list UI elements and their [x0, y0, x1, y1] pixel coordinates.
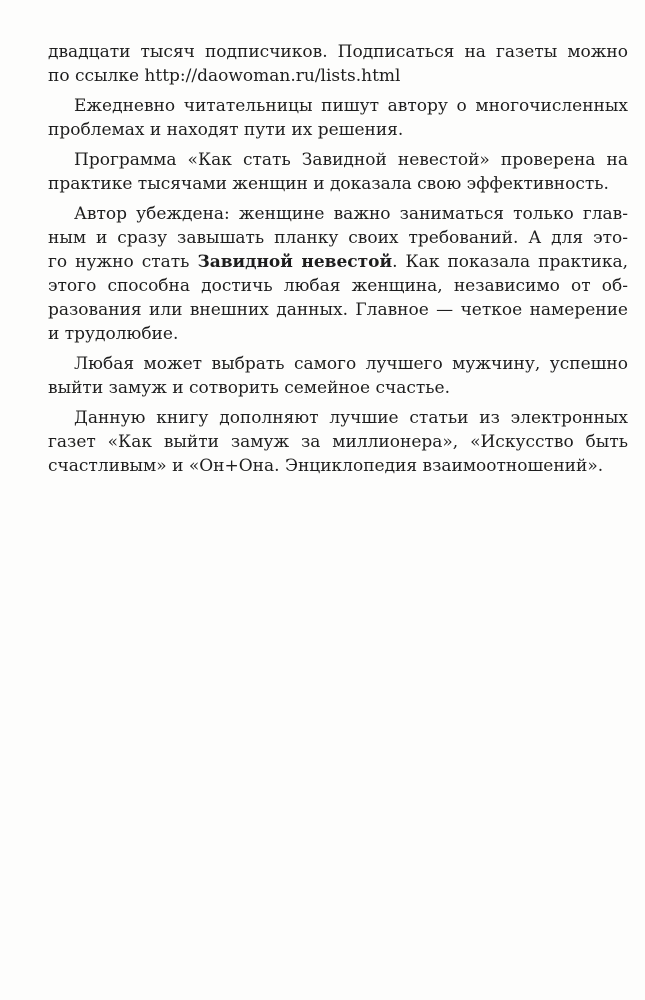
paragraph-subscribers	[48, 40, 628, 88]
bold-phrase-enviable-bride: Завидной невестой	[197, 252, 393, 272]
text-line: счастливым» и «Он+Она. Энциклопедия взаимоотношений».	[48, 456, 604, 476]
paragraph-book-supplements	[48, 406, 628, 478]
text-line: двадцати тысяч подписчиков. Подписаться на газеты можно	[48, 42, 628, 62]
text-line: практике тысячами женщин и доказала свою эффективность.	[48, 174, 609, 194]
text-fragment: го нужно стать	[48, 252, 198, 272]
text-line: Ежедневно читательницы пишут автору о многочисленных	[74, 96, 628, 116]
paragraph-program	[48, 148, 628, 196]
text-line: проблемах и находят пути их решения.	[48, 120, 404, 140]
text-line: разования или внешних данных. Главное — четкое намерение	[48, 300, 628, 320]
text-line	[48, 250, 628, 274]
text-line: этого способна достичь любая женщина, независимо от об-	[48, 276, 628, 296]
paragraph-readers	[48, 94, 628, 142]
text-line: Программа «Как стать Завидной невестой» проверена на	[74, 150, 628, 170]
text-line: Автор убеждена: женщине важно заниматься только глав-	[74, 204, 628, 224]
book-page-text	[48, 40, 628, 484]
text-line: ным и сразу завышать планку своих требований. А для это-	[48, 228, 628, 248]
text-line: Любая может выбрать самого лучшего мужчину, успешно	[74, 354, 628, 374]
text-line: выйти замуж и сотворить семейное счастье.	[48, 378, 450, 398]
text-line: Данную книгу дополняют лучшие статьи из электронных	[74, 408, 628, 428]
paragraph-anyone-can	[48, 352, 628, 400]
text-line: по ссылке http://daowoman.ru/lists.html	[48, 66, 401, 86]
text-line: и трудолюбие.	[48, 324, 179, 344]
paragraph-author-belief	[48, 202, 628, 346]
text-line: газет «Как выйти замуж за миллионера», «Искусство быть	[48, 432, 628, 452]
text-fragment: . Как показала практика,	[392, 252, 628, 272]
